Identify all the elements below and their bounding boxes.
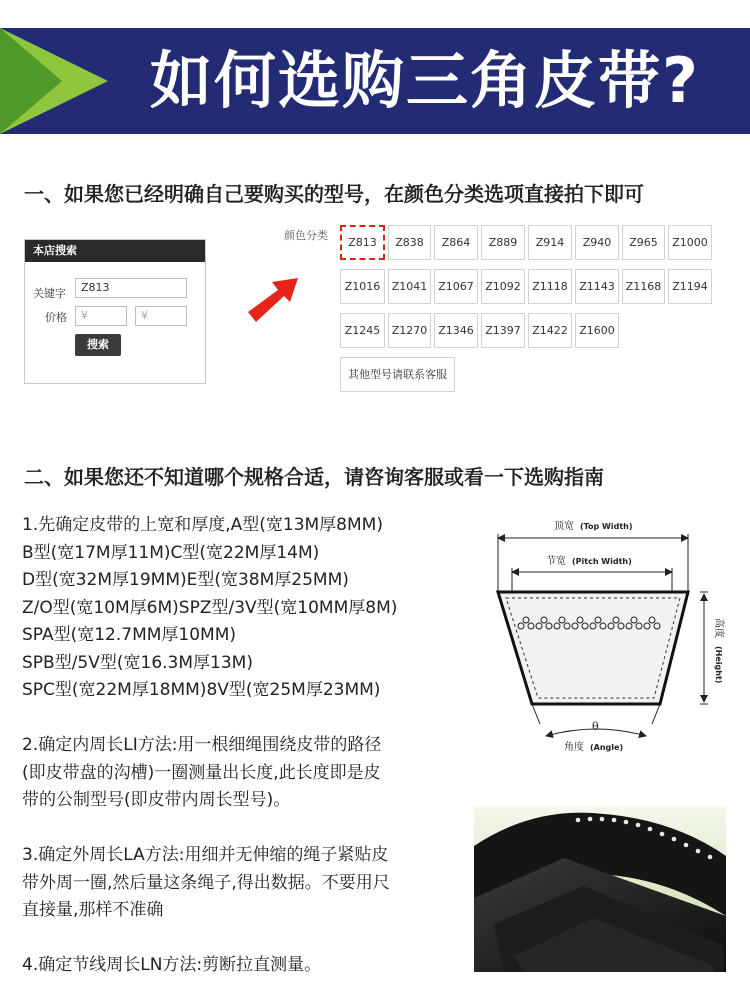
pitch-width-en-label: (Pitch Width) bbox=[572, 557, 632, 566]
guide-line: SPB型/5V型(宽16.3M厚13M) bbox=[22, 652, 253, 673]
guide-line: SPA型(宽12.7MM厚10MM) bbox=[22, 625, 237, 645]
guide-step1 bbox=[22, 512, 397, 705]
angle-line bbox=[652, 704, 660, 724]
price-label: 价格 bbox=[45, 311, 67, 324]
title-banner bbox=[0, 28, 750, 134]
color-option-selected[interactable]: Z813 bbox=[340, 225, 385, 260]
banner-chevron-dark bbox=[0, 28, 62, 134]
guide-line: B型(宽17M厚11M)C型(宽22M厚14M) bbox=[22, 542, 320, 563]
color-option[interactable]: Z965 bbox=[622, 225, 665, 260]
keyword-label: 关键字 bbox=[33, 287, 66, 300]
guide-step2 bbox=[22, 732, 381, 815]
angle-line bbox=[532, 704, 540, 724]
guide-line: 带的公制型号(即皮带内周长型号)。 bbox=[22, 790, 291, 810]
color-option[interactable]: Z1143 bbox=[575, 269, 619, 304]
color-option[interactable]: Z864 bbox=[434, 225, 478, 260]
guide-line: 2.确定内周长LI方法:用一根细绳围绕皮带的路径 bbox=[22, 735, 382, 755]
belt-trapezoid bbox=[498, 592, 688, 704]
section2-title: 二、如果您还不知道哪个规格合适，请咨询客服或看一下选购指南 bbox=[24, 465, 604, 489]
angle-en-label: (Angle) bbox=[590, 743, 624, 752]
theta-symbol: θ bbox=[592, 720, 599, 733]
pitch-width-label: 节宽 bbox=[546, 556, 566, 567]
guide-line: 3.确定外周长LA方法:用细并无伸缩的绳子紧贴皮 bbox=[22, 845, 389, 865]
guide-step4 bbox=[22, 952, 321, 980]
color-option[interactable]: Z914 bbox=[528, 225, 572, 260]
guide-line: 直接量,那样不准确 bbox=[22, 900, 164, 920]
color-option[interactable]: 其他型号请联系客服 bbox=[340, 357, 455, 392]
guide-line: 1.先确定皮带的上宽和厚度,A型(宽13M厚8MM) bbox=[22, 515, 383, 535]
belt-cross-section-diagram bbox=[476, 510, 726, 756]
color-option[interactable]: Z1270 bbox=[388, 313, 431, 348]
guide-line: (即皮带盘的沟槽)一圈测量出长度,此长度即是皮 bbox=[22, 762, 381, 783]
color-option[interactable]: Z1118 bbox=[528, 269, 572, 304]
guide-line: Z/O型(宽10M厚6M)SPZ型/3V型(宽10MM厚8M) bbox=[22, 597, 398, 618]
color-option[interactable]: Z838 bbox=[388, 225, 431, 260]
color-option[interactable]: Z1067 bbox=[434, 269, 478, 304]
guide-line: D型(宽32M厚19MM)E型(宽38M厚25MM) bbox=[22, 570, 349, 590]
guide-line: 带外周一圈,然后量这条绳子,得出数据。不要用尺 bbox=[22, 872, 390, 893]
color-option[interactable]: Z1346 bbox=[434, 313, 478, 348]
color-option[interactable]: Z1000 bbox=[668, 225, 712, 260]
guide-line: SPC型(宽22M厚18MM)8V型(宽25M厚23MM) bbox=[22, 680, 381, 700]
top-width-label: 顶宽 bbox=[554, 521, 574, 532]
color-option[interactable]: Z1397 bbox=[481, 313, 525, 348]
price-max-input[interactable]: ¥ bbox=[135, 306, 187, 326]
color-option[interactable]: Z1168 bbox=[622, 269, 665, 304]
price-min-input[interactable]: ¥ bbox=[75, 306, 127, 326]
color-option[interactable]: Z1600 bbox=[575, 313, 619, 348]
height-en-label: (Height) bbox=[714, 646, 723, 684]
color-option[interactable]: Z940 bbox=[575, 225, 619, 260]
banner-title: 如何选购三角皮带? bbox=[150, 44, 700, 117]
color-option[interactable]: Z1422 bbox=[528, 313, 572, 348]
red-arrow-icon bbox=[244, 272, 304, 324]
search-button[interactable]: 搜索 bbox=[75, 334, 121, 356]
color-category-label: 颜色分类 bbox=[284, 229, 328, 242]
color-option[interactable]: Z1245 bbox=[340, 313, 385, 348]
store-search-header: 本店搜索 bbox=[25, 240, 205, 262]
keyword-input[interactable]: Z813 bbox=[75, 278, 187, 298]
store-search-panel bbox=[24, 239, 206, 384]
section1-title: 一、如果您已经明确自己要购买的型号，在颜色分类选项直接拍下即可 bbox=[24, 182, 644, 206]
height-label: 高度 bbox=[713, 618, 724, 638]
color-option[interactable]: Z1016 bbox=[340, 269, 385, 304]
guide-line: 4.确定节线周长LN方法:剪断拉直测量。 bbox=[22, 955, 322, 975]
color-option[interactable]: Z1092 bbox=[481, 269, 525, 304]
guide-step3 bbox=[22, 842, 390, 925]
top-width-en-label: (Top Width) bbox=[580, 522, 633, 531]
color-option[interactable]: Z889 bbox=[481, 225, 525, 260]
color-option[interactable]: Z1194 bbox=[668, 269, 712, 304]
belt-photo-illustration bbox=[474, 806, 726, 972]
angle-label: 角度 bbox=[564, 742, 584, 753]
color-option[interactable]: Z1041 bbox=[388, 269, 431, 304]
belt-product-photo bbox=[474, 806, 726, 972]
